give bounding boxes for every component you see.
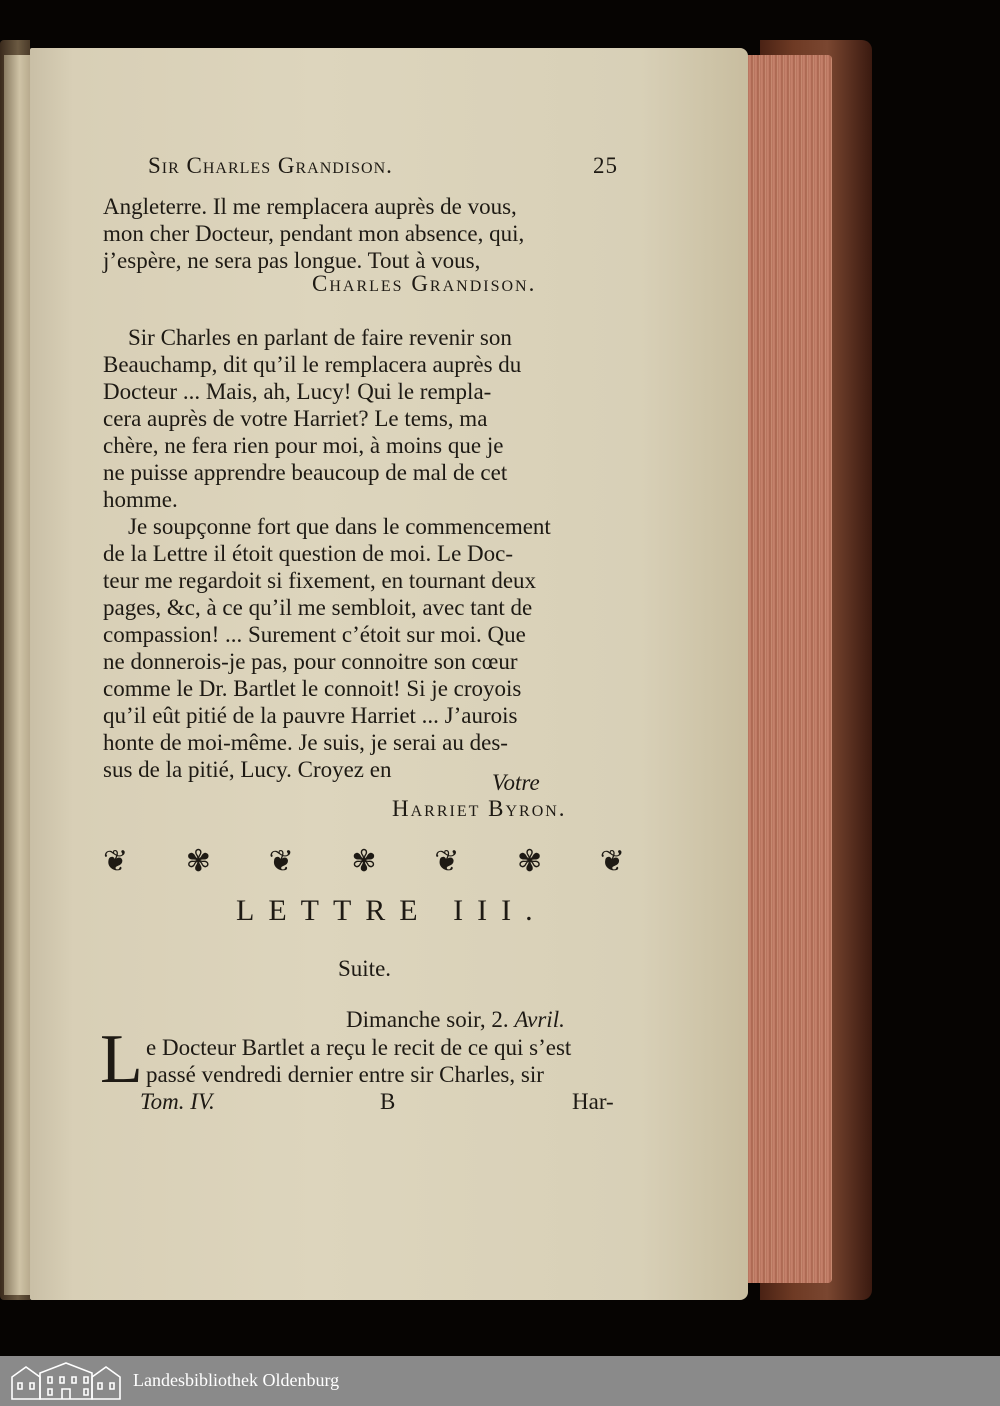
text-line: ne donnerois-je pas, pour connoitre son cœur: [103, 649, 518, 674]
ornament-icon: ✾: [516, 845, 543, 878]
text-line: compassion! ... Surement c’étoit sur moi. Que: [103, 622, 526, 647]
left-page-edge: [4, 55, 30, 1295]
text-line: e Docteur Bartlet a reçu le recit de ce qui s’est: [146, 1035, 572, 1060]
signature-grandison: Charles Grandison.: [312, 271, 537, 296]
dateline: [346, 1006, 626, 1033]
text-line: mon cher Docteur, pendant mon absence, qui,: [103, 221, 525, 246]
text-line: qu’il eût pitié de la pauvre Harriet ... J’aurois: [103, 703, 518, 728]
letter-heading: LETTRE III.: [236, 894, 547, 927]
ornament-icon: ❦: [103, 845, 129, 878]
page-edges: [742, 55, 832, 1283]
text-line: pages, &c, à ce qu’il me sembloit, avec tant de: [103, 595, 533, 620]
text-line: Beauchamp, dit qu’il le remplacera auprès du: [103, 352, 522, 377]
signature-byron: Harriet Byron.: [392, 796, 567, 821]
text-line: Je soupçonne fort que dans le commencement: [128, 514, 551, 539]
drop-cap: L: [100, 1021, 143, 1098]
volume-mark: Tom. IV.: [140, 1089, 215, 1114]
ornament-icon: ✾: [185, 845, 211, 878]
text-line: ne puisse apprendre beaucoup de mal de cet: [103, 460, 508, 485]
ornament-icon: ✾: [351, 845, 377, 878]
closing-votre: Votre: [492, 770, 540, 795]
signature-mark: B: [380, 1089, 396, 1114]
text-line: homme.: [103, 487, 178, 512]
text-line: Sir Charles en parlant de faire revenir son: [128, 325, 512, 350]
text-line: honte de moi-même. Je suis, je serai au des-: [103, 730, 508, 755]
library-name: Landesbibliothek Oldenburg: [133, 1370, 340, 1390]
text-line: passé vendredi dernier entre sir Charles, sir: [146, 1062, 544, 1087]
text-line: de la Lettre il étoit question de moi. Le Doc-: [103, 541, 514, 566]
text-line: teur me regardoit si fixement, en tournant deux: [103, 568, 537, 593]
text-line: sus de la pitié, Lucy. Croyez en: [103, 757, 392, 782]
running-head-title: Sir Charles Grandison.: [148, 153, 393, 178]
letter-subheading: Suite.: [338, 956, 392, 981]
ornament-icon: ❦: [599, 845, 625, 878]
text-line: cera auprès de votre Harriet? Le tems, ma: [103, 406, 488, 431]
dateline-day: Dimanche soir, 2.: [346, 1007, 509, 1032]
text-line: j’espère, ne sera pas longue. Tout à vous,: [103, 248, 481, 273]
running-head: [148, 153, 618, 179]
library-footer: [0, 1356, 1000, 1406]
ornament-rule: [103, 845, 625, 879]
library-building-icon: [10, 1361, 122, 1401]
catchword: Har-: [572, 1089, 614, 1114]
text-line: Angleterre. Il me remplacera auprès de vous,: [103, 194, 517, 219]
text-line: chère, ne fera rien pour moi, à moins que je: [103, 433, 504, 458]
text-line: comme le Dr. Bartlet le connoit! Si je croyois: [103, 676, 522, 701]
dateline-month: Avril.: [514, 1007, 565, 1032]
ornament-icon: ❦: [268, 845, 294, 878]
page-number: 25: [593, 153, 618, 178]
ornament-icon: ❦: [434, 845, 460, 878]
text-line: Docteur ... Mais, ah, Lucy! Qui le rempla-: [103, 379, 492, 404]
